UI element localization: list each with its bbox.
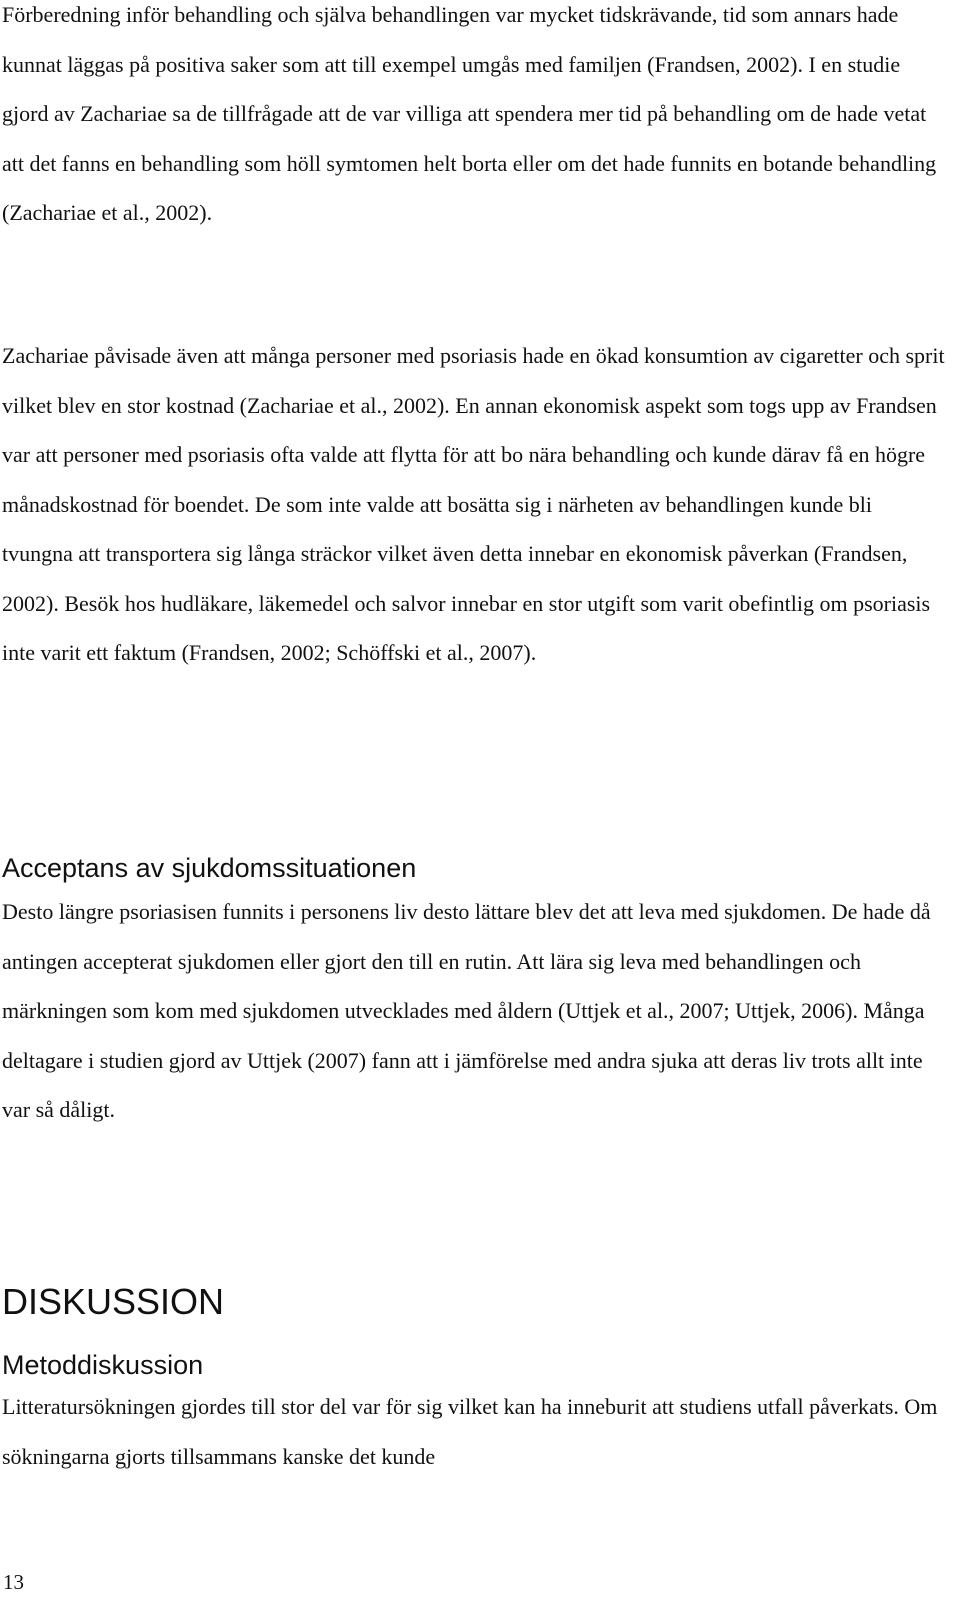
heading-discussion: DISKUSSION [2, 1281, 225, 1322]
heading-method-discussion: Metoddiskussion [2, 1350, 204, 1380]
paragraph-economic-aspects: Zachariae påvisade även att många personer med psoriasis hade en ökad konsumtion av cigaretter och sprit vilket blev en stor kostnad (Zachariae et al., 2002). En annan ekonomisk aspekt som togs upp av Frandsen var att personer med psoriasis ofta valde att flytta för att bo nära behandling och kunde därav få en högre månadskostnad för boendet. De som inte valde att bosätta sig i närheten av behandlingen kunde bli tvungna att transportera sig långa sträckor vilket även detta innebar en ekonomisk påverkan (Frandsen, 2002). Besök hos hudläkare, läkemedel och salvor innebar en stor utgift som varit obefintlig om psoriasis inte varit ett faktum (Frandsen, 2002; Schöffski et al., 2007). [2, 343, 945, 665]
paragraph-treatment-time: Förberedning inför behandling och själva behandlingen var mycket tidskrävande, tid som annars hade kunnat läggas på positiva saker som att till exempel umgås med familjen (Frandsen, 2002). I en studie gjord av Zachariae sa de tillfrågade att de var villiga att spendera mer tid på behandling om de hade vetat att det fanns en behandling som höll symtomen helt borta eller om det hade funnits en botande behandling (Zachariae et al., 2002). [2, 2, 937, 225]
heading-acceptance: Acceptans av sjukdomssituationen [2, 853, 417, 883]
paragraph-method-discussion: Litteratursökningen gjordes till stor del var för sig vilket kan ha inneburit att studiens utfall påverkats. Om sökningarna gjorts tillsammans kanske det kunde [2, 1394, 938, 1469]
paragraph-acceptance: Desto längre psoriasisen funnits i personens liv desto lättare blev det att leva med sjukdomen. De hade då antingen accepterat sjukdomen eller gjort den till en rutin. Att lära sig leva med behandlingen och märkningen som kom med sjukdomen utvecklades med åldern (Uttjek et al., 2007; Uttjek, 2006). Många deltagare i studien gjord av Uttjek (2007) fann att i jämförelse med andra sjuka att deras liv trots allt inte var så dåligt. [2, 899, 931, 1122]
page-number: 13 [3, 1570, 24, 1594]
